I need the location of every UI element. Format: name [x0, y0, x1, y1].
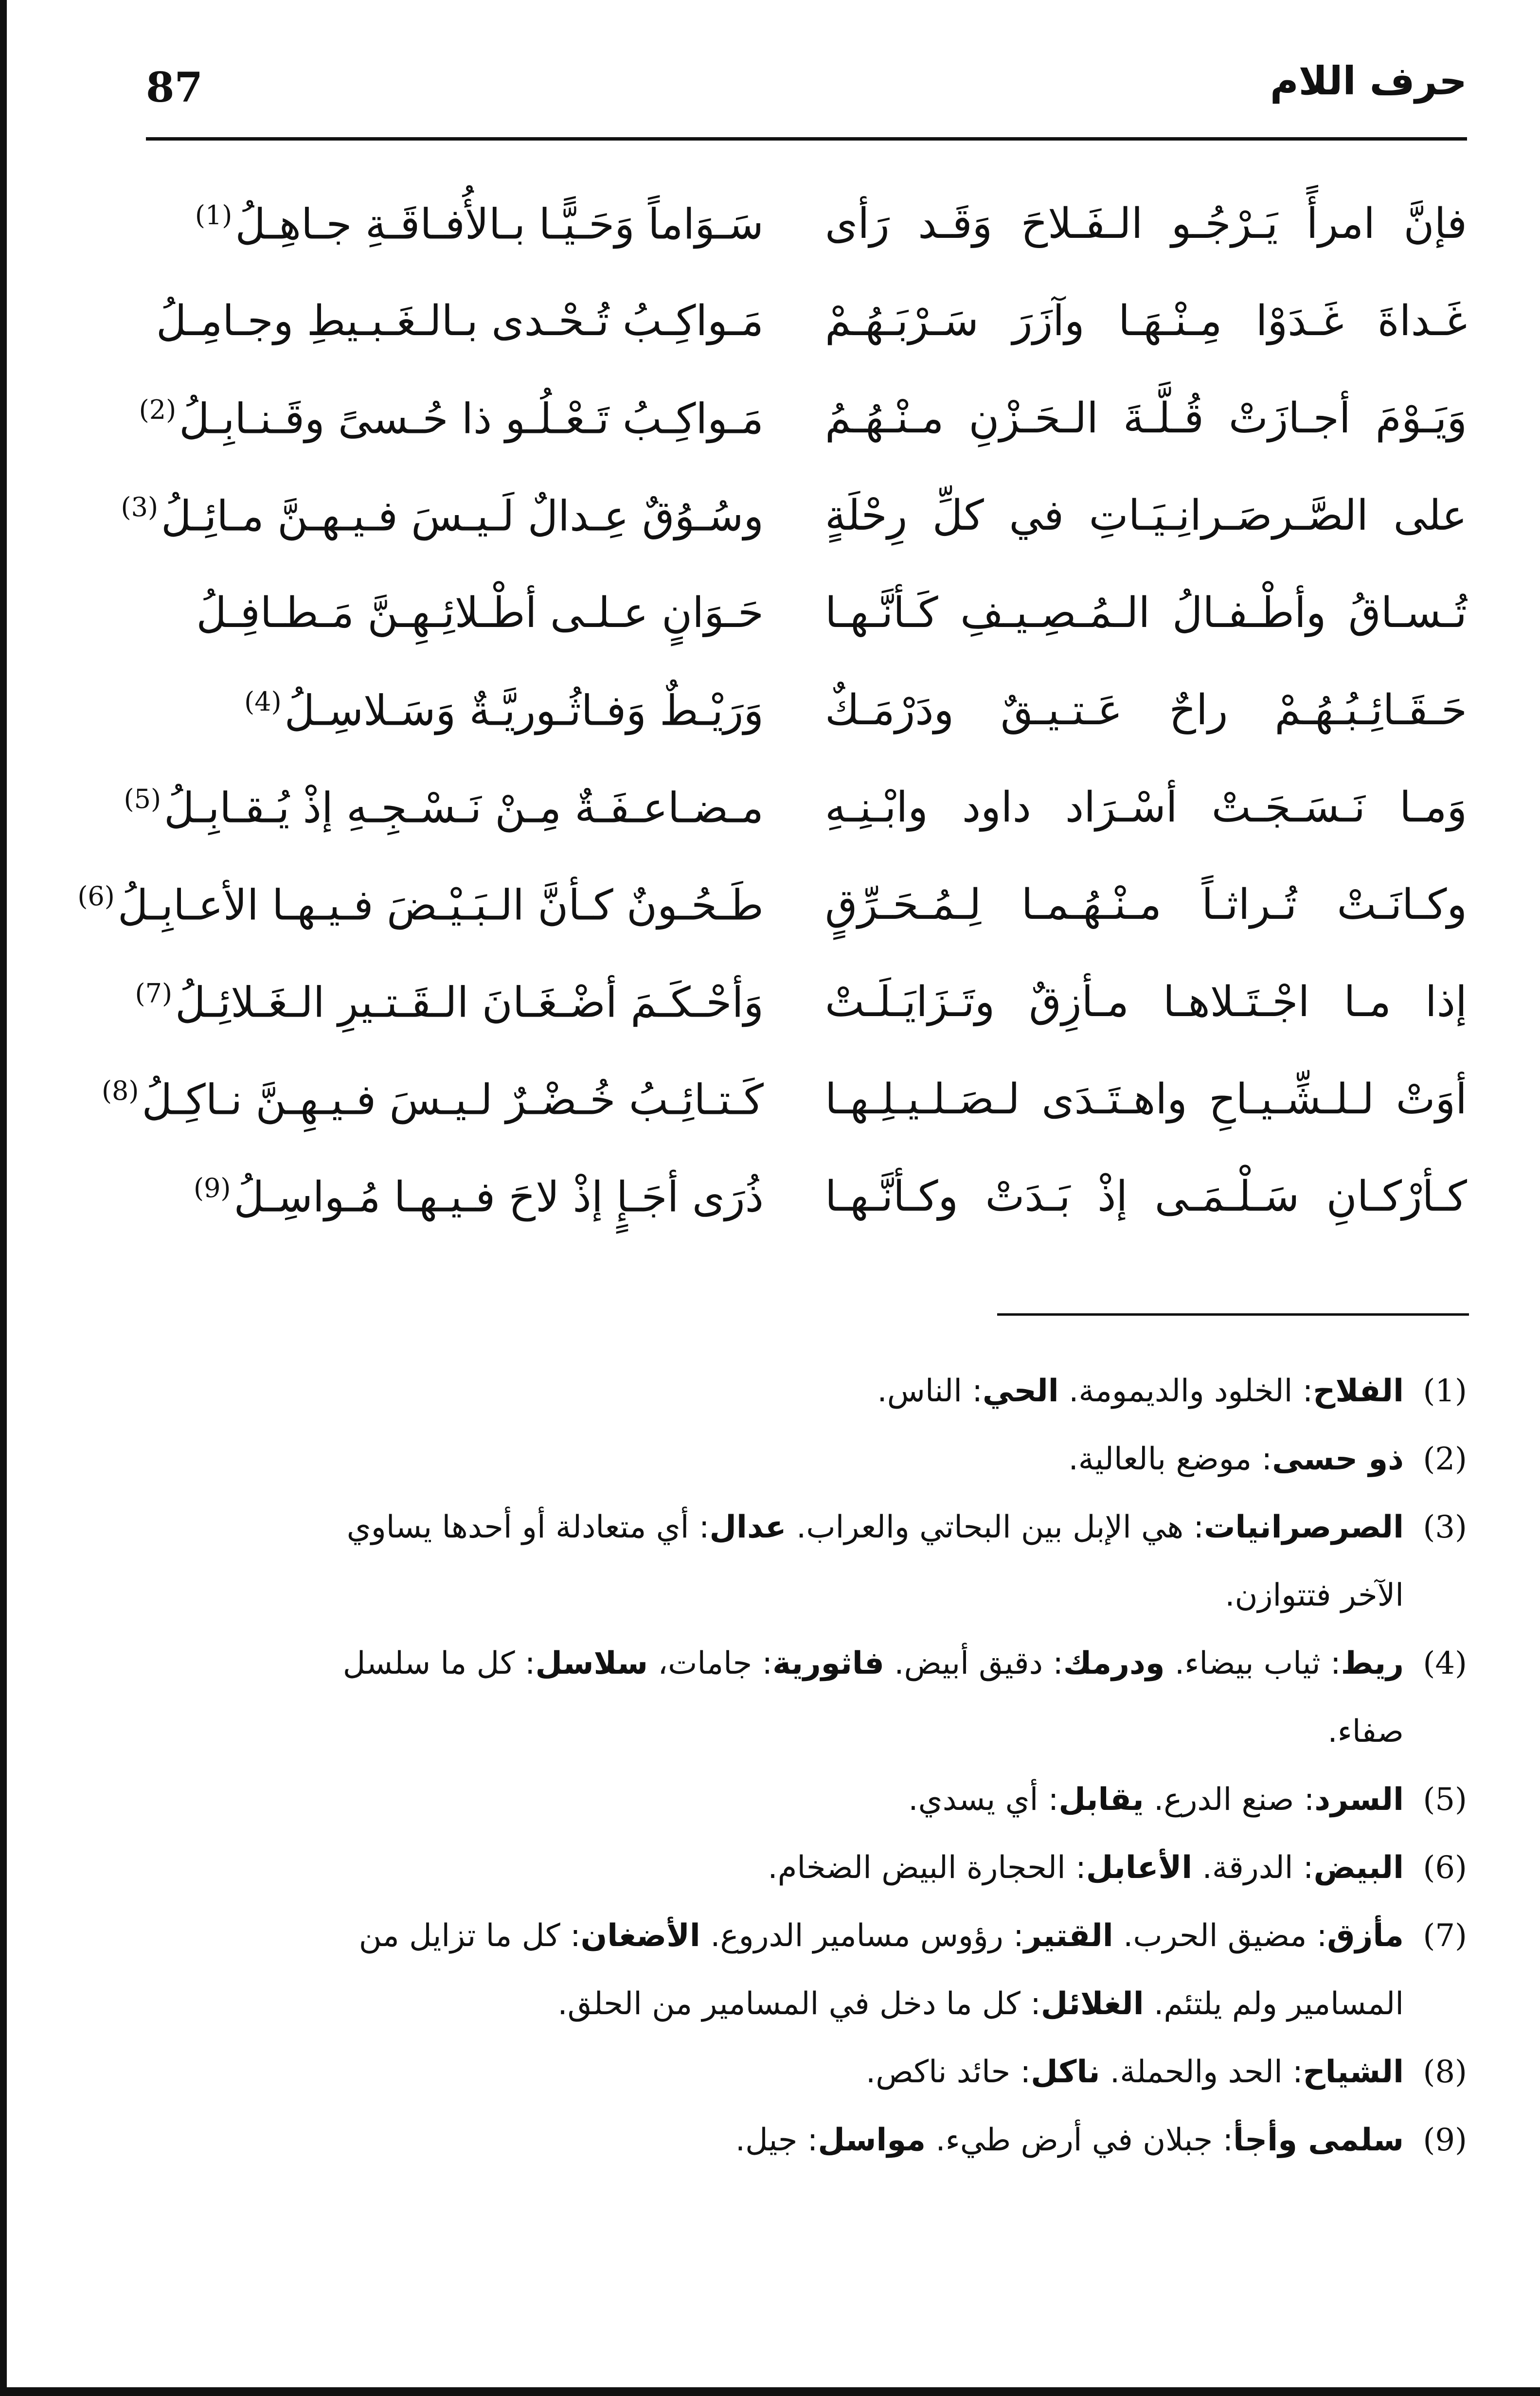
footnote-definition: : أي متعادلة أو أحدها يساوي [346, 1509, 710, 1545]
verse-first-hemistich: وكـانَـتْ تُـراثـاً مـنْـهُـمـا لِـمُـحَـرِّقٍ [825, 880, 1467, 929]
footnote-number: (3) [1423, 1509, 1467, 1545]
verse-row [77, 856, 1467, 953]
verse-row [146, 272, 1467, 370]
footnote-line [146, 1902, 1467, 1970]
verse-first-hemistich: وَمـا نَـسَـجَـتْ أسْـرَاد داود وابْـنِـهِ [825, 783, 1467, 832]
footnote-line [146, 1698, 1467, 1766]
footnote-line [146, 1629, 1467, 1698]
verse-row [135, 953, 1467, 1051]
verse-first-hemistich: غَـداةَ غَـدَوْا مِـنْـهَـا وآزَرَ سَـرْبَـهُـمْ [825, 297, 1467, 345]
footnote-reference: (3) [121, 491, 159, 522]
footnote-line [146, 1834, 1467, 1902]
footnote-definition: : هي الإبل بين البحاتي والعراب. [786, 1509, 1204, 1545]
footnote-term: ناكل [1031, 2054, 1100, 2090]
footnote-definition: : كل ما سلسل [342, 1645, 536, 1681]
verse-second-text: كَـتـائِـبُ خُـضْـرٌ لـيـسَ فـيـهِـنَّ نـاكِـلُ [142, 1075, 764, 1125]
footnote-term: القتير [1023, 1918, 1113, 1954]
footnote-definition: المسامير ولم يلتئم. [1144, 1986, 1404, 2022]
verse-row [101, 1051, 1467, 1148]
verse-second-text: طَـحُـونٌ كـأنَّ الـبَـيْـضَ فـيـهـا الأعـابِـلُ [117, 881, 764, 930]
verse-row [124, 759, 1467, 856]
verse-second-text: سَـوَاماً وَحَـيًّـا بـالأُفـاقَـةِ جـاهِـلُ [235, 200, 764, 249]
running-title: حرف اللام [1270, 58, 1467, 104]
footnote-term: السرد [1314, 1782, 1404, 1818]
page-number: 87 [146, 63, 203, 111]
footnote-term: ذو حسى [1272, 1441, 1404, 1477]
verse-second-text: وسُـوُقٌ عِـدالٌ لَـيـسَ فـيـهـنَّ مـائِـلُ [161, 492, 764, 541]
footnote-term: الأعابل [1086, 1850, 1193, 1886]
footnote-reference: (4) [244, 686, 282, 717]
footnote-term: سلمى وأجأ [1233, 2122, 1404, 2158]
footnote-term: الفلاح [1313, 1373, 1404, 1409]
footnote-line [146, 1970, 1467, 2038]
footnote-definition: : جيل. [735, 2122, 818, 2158]
footnote-line [146, 1561, 1467, 1629]
footnote-term: فاثورية [772, 1645, 884, 1681]
footnote-term: مواسل [818, 2122, 926, 2158]
footnote-line [146, 1766, 1467, 1834]
footnote-text [146, 1698, 1404, 1766]
footnote-definition: : الحجارة البيض الضخام. [768, 1850, 1086, 1886]
verse-row [146, 662, 1467, 759]
footnote-definition: : جامات، [648, 1645, 773, 1681]
footnote-definition: : جبلان في أرض طيء. [926, 2122, 1234, 2158]
verse-row [146, 175, 1467, 272]
footnote-definition: : موضع بالعالية. [1068, 1441, 1272, 1477]
footnote-text [146, 1834, 1404, 1902]
scan-left-edge [0, 0, 7, 2396]
footnote-text [146, 1970, 1404, 2038]
verse-row [146, 1148, 1467, 1245]
footnote-definition: : كل ما تزايل من [358, 1918, 581, 1954]
footnote-term: الشياح [1303, 2054, 1404, 2090]
verse-row [146, 564, 1467, 662]
footnote-definition: : دقيق أبيض. [884, 1645, 1063, 1681]
footnote-term: الصرصرانيات [1204, 1509, 1404, 1545]
footnote-reference: (8) [101, 1075, 139, 1106]
verse-second-text: مَـواكِـبُ تَـعْـلُـو ذا حُـسىً وقَـنـابِـلُ [179, 394, 764, 444]
verse-row [139, 370, 1467, 467]
verse-first-hemistich: حَـقَـائِـبُـهُـمْ راحٌ عَـتـيـقٌ ودَرْمَـكٌ [825, 686, 1467, 734]
verse-second-hemistich [146, 199, 764, 249]
footnote-term: يقابل [1058, 1782, 1144, 1818]
footnote-number [1404, 1970, 1467, 2038]
footnote-text [146, 1425, 1404, 1493]
footnote-definition: : رؤوس مسامير الدروع. [700, 1918, 1024, 1954]
footnote-number: (2) [1423, 1441, 1467, 1477]
verse-second-hemistich [146, 1172, 764, 1222]
verse-second-text: مـضـاعـفَـةٌ مِـنْ نَـسْـجِـهِ إذْ يُـقـابِـلُ [164, 784, 764, 833]
footnote-definition: : حائد ناكص. [865, 2054, 1031, 2090]
footnote-reference: (6) [77, 880, 115, 912]
verse-second-hemistich [77, 880, 764, 930]
footnote-text [146, 1766, 1404, 1834]
footnote-text [146, 1357, 1404, 1425]
footnote-text [146, 2106, 1404, 2174]
footnote-definition: : صنع الدرع. [1144, 1782, 1315, 1818]
footnote-text [146, 1629, 1404, 1698]
footnote-definition: : الدرقة. [1192, 1850, 1314, 1886]
verse-second-text: وَأحْـكَـمَ أضْـغَـانَ الـقَـتـيرِ الـغَـلائِـلُ [175, 978, 764, 1027]
footnote-definition: : الحد والحملة. [1100, 2054, 1303, 2090]
footnote-number: (7) [1423, 1918, 1467, 1954]
footnote-line [146, 2106, 1467, 2174]
footnote-number: (9) [1423, 2122, 1467, 2158]
footnote-rule [997, 1313, 1469, 1316]
verse-first-hemistich: تُـسـاقُ وأطْـفـالُ الـمُـصِـيـفِ كَـأنَّـهـا [825, 589, 1467, 637]
footnote-text [146, 1493, 1404, 1561]
verse-second-text: حَـوَانٍ عـلـى أطْـلائِـهِـنَّ مَـطـافِـلُ [196, 589, 764, 637]
verse-first-hemistich: أوَتْ لـلـشِّـيـاحِ واهـتَـدَى لـصَـلـيـلِـهـا [825, 1075, 1467, 1124]
verse-second-hemistich [101, 1075, 764, 1125]
footnote-number [1404, 1561, 1467, 1629]
footnote-reference: (7) [135, 978, 173, 1009]
footnote-term: البيض [1313, 1850, 1404, 1886]
footnote-term: مأزق [1327, 1918, 1404, 1954]
verse-first-hemistich: فإنَّ امرأً يَـرْجُـو الـفَـلاحَ وَقَـد رَأى [825, 199, 1467, 248]
footnote-definition: صفاء. [1327, 1714, 1404, 1750]
footnote-text [146, 1561, 1404, 1629]
footnote-term: الحي [982, 1373, 1059, 1409]
footnote-number [1404, 1698, 1467, 1766]
verse-row [121, 467, 1467, 564]
footnote-number: (4) [1423, 1645, 1467, 1681]
footnote-definition: الآخر فتتوازن. [1225, 1577, 1404, 1613]
verse-second-text: ذُرَى أجَـإٍ إذْ لاحَ فـيـهـا مُـواسِـلُ [233, 1173, 764, 1222]
footnote-text [146, 1902, 1404, 1970]
footnote-reference: (9) [193, 1172, 231, 1203]
footnote-term: سلاسل [535, 1645, 648, 1681]
footnote-definition: : أي يسدي. [908, 1782, 1059, 1818]
footnote-number: (5) [1423, 1782, 1467, 1818]
footnote-term: الأضغان [580, 1918, 700, 1954]
footnote-line [146, 1357, 1467, 1425]
footnote-number: (1) [1423, 1373, 1467, 1409]
footnote-term: عدال [709, 1509, 787, 1545]
footnotes [146, 1357, 1467, 2174]
footnote-line [146, 2038, 1467, 2106]
verse-first-hemistich: كـأرْكـانِ سَـلْـمَـى إذْ بَـدَتْ وكـأنَّـهـا [825, 1172, 1467, 1221]
footnote-text [146, 2038, 1404, 2106]
header-rule [146, 137, 1467, 141]
verse-second-hemistich [146, 686, 764, 735]
footnote-reference: (2) [139, 394, 177, 425]
verse-second-hemistich [135, 978, 764, 1027]
verse-second-text: وَرَيْـطٌ وَفـاثُـوريَّـةٌ وَسَـلاسِـلُ [284, 686, 764, 735]
footnote-reference: (5) [124, 783, 161, 814]
footnote-line [146, 1425, 1467, 1493]
verse-second-hemistich [146, 297, 764, 345]
footnote-term: الغلائل [1040, 1986, 1144, 2022]
footnote-definition: : كل ما دخل في المسامير من الحلق. [557, 1986, 1041, 2022]
footnote-reference: (1) [195, 199, 233, 231]
footnote-definition: : ثياب بيضاء. [1164, 1645, 1341, 1681]
verse-first-hemistich: على الصَّـرصَـرانِـيَـاتِ في كلِّ رِحْلَةٍ [825, 491, 1467, 540]
footnote-term: ودرمك [1063, 1645, 1165, 1681]
footnote-line [146, 1493, 1467, 1561]
verse-second-hemistich [146, 589, 764, 637]
verse-second-hemistich [121, 491, 764, 541]
footnote-definition: : مضيق الحرب. [1113, 1918, 1327, 1954]
footnote-definition: : الناس. [877, 1373, 983, 1409]
verse-first-hemistich: وَيَـوْمَ أجـازَتْ قُـلَّـةَ الـحَـزْنِ مـنْـهُـمُ [825, 394, 1467, 443]
footnote-term: ريط [1341, 1645, 1404, 1681]
scan-bottom-edge [0, 2387, 1540, 2396]
verse-first-hemistich: إذا مـا اجْـتَـلاهـا مـأزِقٌ وتَـزَايَـلَـتْ [825, 978, 1467, 1026]
verse-second-text: مَـواكِـبُ تُـحْـدى بـالـغَـبـيطِ وجـامِـلُ [156, 297, 764, 345]
verse-second-hemistich [124, 783, 764, 833]
page-header [146, 58, 1467, 126]
footnote-definition: : الخلود والديمومة. [1058, 1373, 1313, 1409]
footnote-number: (8) [1423, 2054, 1467, 2090]
footnote-number: (6) [1423, 1850, 1467, 1886]
poem-verses [77, 175, 1467, 1245]
verse-second-hemistich [139, 394, 764, 444]
